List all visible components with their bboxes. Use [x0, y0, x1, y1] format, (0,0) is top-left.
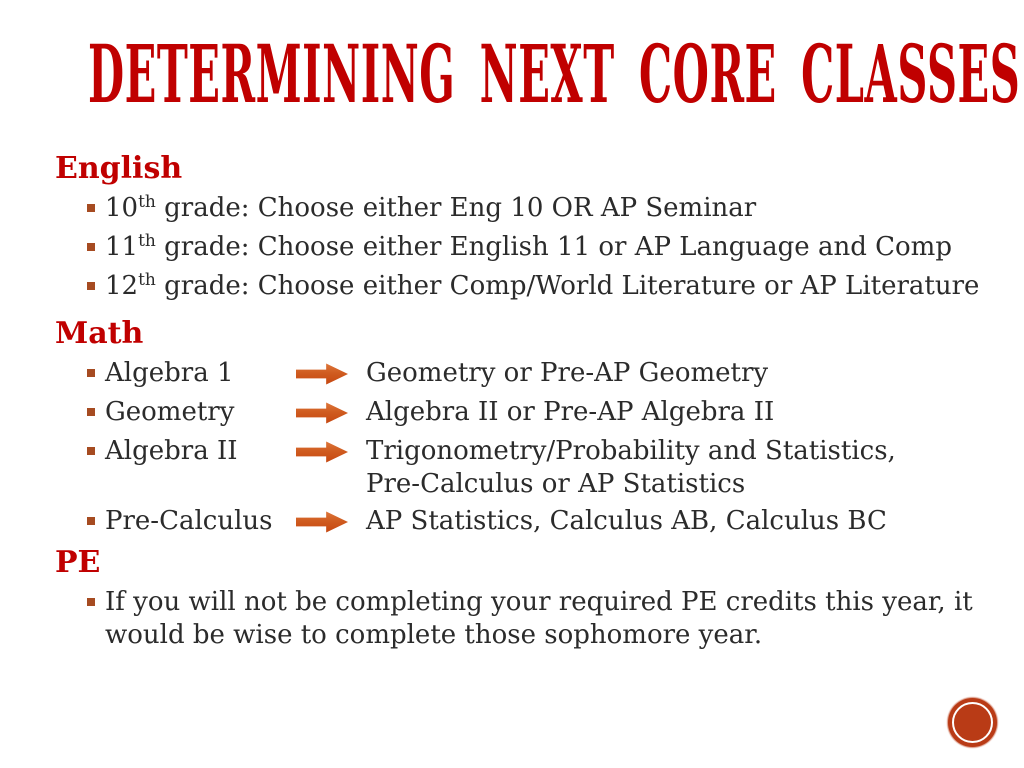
- pe-text-line1: If you will not be completing your required PE credits this year, it: [105, 587, 973, 617]
- math-to-text: Algebra II or Pre-AP Algebra II: [366, 397, 775, 427]
- math-row-precalculus: [55, 505, 1005, 538]
- section-heading-math: Math: [55, 316, 144, 351]
- grade-suffix: th: [138, 192, 156, 212]
- bullet-item-grade10: [55, 192, 1005, 225]
- math-to-line2: Pre-Calculus or AP Statistics: [366, 469, 746, 499]
- section-heading-english: English: [55, 151, 183, 186]
- grunge-badge-icon: [948, 698, 997, 747]
- bullet-text: [105, 192, 756, 225]
- math-from-label: Geometry: [105, 397, 235, 427]
- math-from-label: Algebra 1: [105, 358, 234, 388]
- grade-suffix: th: [138, 270, 156, 290]
- math-to-text: AP Statistics, Calculus AB, Calculus BC: [366, 506, 887, 536]
- section-heading-pe: PE: [55, 545, 101, 580]
- bullet-square-icon: [87, 598, 95, 606]
- bullet-square-icon: [87, 369, 95, 377]
- grade-text: grade: Choose either Comp/World Literature or AP Literature: [155, 271, 980, 301]
- bullet-square-icon: [87, 204, 95, 212]
- bullet-item-grade12: [55, 270, 1005, 303]
- pe-bullet-list: [55, 586, 1005, 652]
- right-arrow-icon: [296, 401, 348, 425]
- math-bullet-list: [55, 357, 1005, 538]
- bullet-square-icon: [87, 447, 95, 455]
- bullet-text: [105, 231, 952, 264]
- math-from-label: Pre-Calculus: [105, 506, 273, 536]
- bullet-square-icon: [87, 243, 95, 251]
- slide-content: [55, 152, 1005, 658]
- bullet-item-grade11: [55, 231, 1005, 264]
- pe-text-line2: would be wise to complete those sophomore year.: [105, 620, 763, 650]
- pe-text: [105, 586, 973, 652]
- slide-title: DETERMINING NEXT CORE CLASSES: [88, 27, 1021, 121]
- math-row-geometry: [55, 396, 1005, 429]
- grade-number: 10: [105, 193, 139, 223]
- math-to-line1: Trigonometry/Probability and Statistics,: [366, 436, 896, 466]
- right-arrow-icon: [296, 362, 348, 386]
- math-from-label: Algebra II: [105, 436, 238, 466]
- grade-suffix: th: [138, 231, 156, 251]
- math-to-text: [366, 435, 896, 501]
- bullet-text: [105, 270, 979, 303]
- bullet-item-pe: [55, 586, 1005, 652]
- grade-number: 12: [105, 271, 139, 301]
- math-to-text: Geometry or Pre-AP Geometry: [366, 358, 769, 388]
- grade-text: grade: Choose either English 11 or AP Language and Comp: [155, 232, 952, 262]
- bullet-square-icon: [87, 408, 95, 416]
- math-row-algebra2: [55, 435, 1005, 501]
- bullet-square-icon: [87, 282, 95, 290]
- grade-text: grade: Choose either Eng 10 OR AP Seminar: [155, 193, 757, 223]
- math-row-algebra1: [55, 357, 1005, 390]
- grade-number: 11: [105, 232, 139, 262]
- bullet-square-icon: [87, 517, 95, 525]
- right-arrow-icon: [296, 440, 348, 464]
- english-bullet-list: [55, 192, 1005, 303]
- right-arrow-icon: [296, 510, 348, 534]
